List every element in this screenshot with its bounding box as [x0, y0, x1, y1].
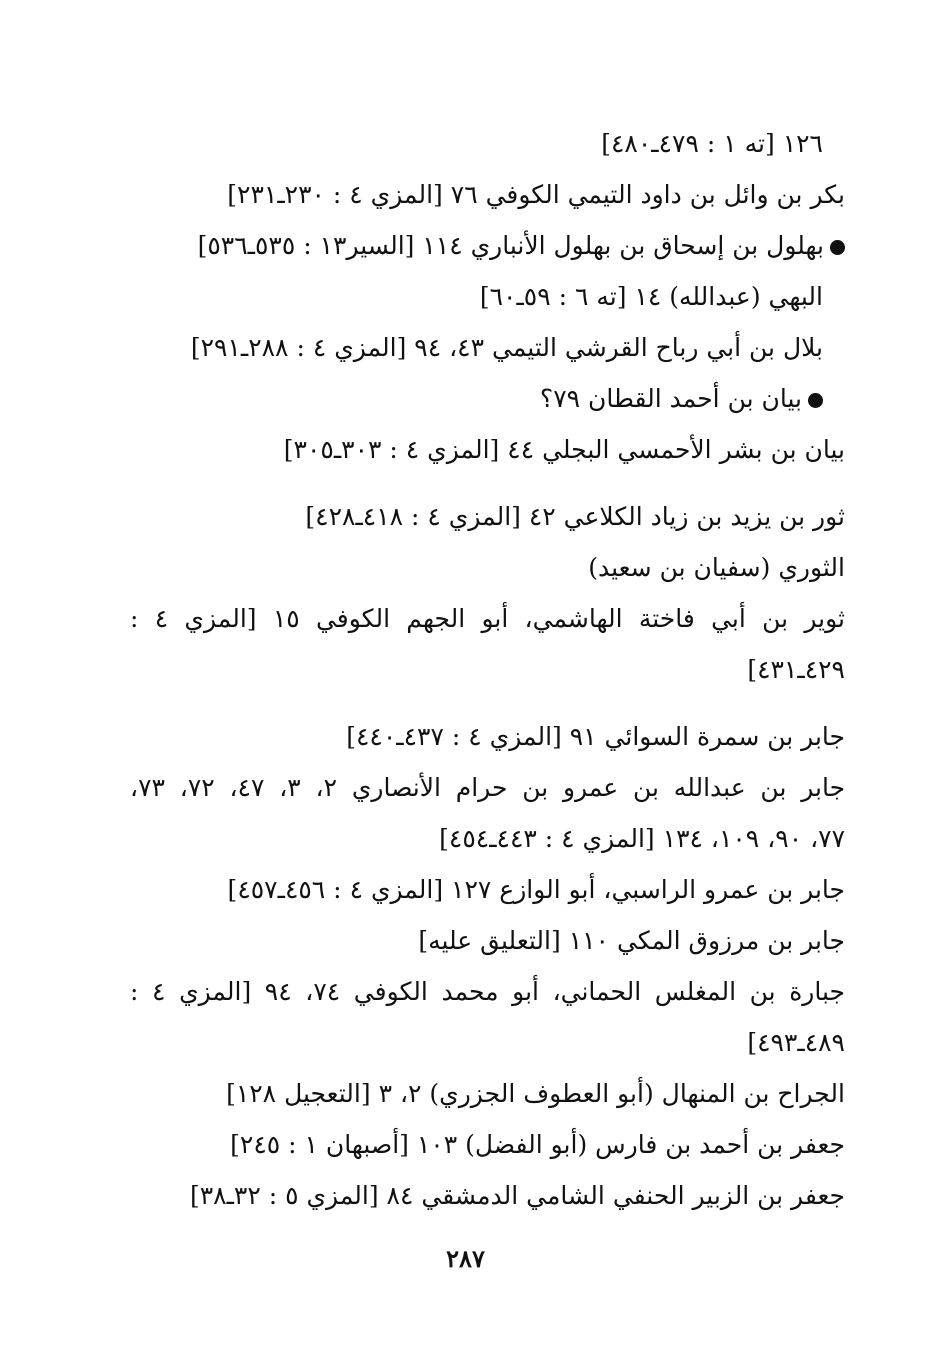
index-entry: بيان بن أحمد القطان ٧٩؟ [130, 373, 845, 424]
index-entry: جابر بن سمرة السوائي ٩١ [المزي ٤ : ٤٣٧ـ٤٤٠] [346, 722, 845, 751]
index-entry-continuation: ٤٨٩ـ٤٩٣] [747, 1028, 845, 1057]
bullet-icon [808, 393, 823, 408]
index-entry: بهلول بن إسحاق بن بهلول الأنباري ١١٤ [السير١٣ : ٥٣٥ـ٥٣٦] [130, 220, 845, 271]
index-entry: جابر بن عبدالله بن عمرو بن حرام الأنصاري ٢، ٣، ٤٧، ٧٢، ٧٣، [130, 773, 846, 802]
index-entry: جابر بن عمرو الراسبي، أبو الوازع ١٢٧ [المزي ٤ : ٤٥٦ـ٤٥٧] [227, 875, 845, 904]
index-entry: جبارة بن المغلس الحماني، أبو محمد الكوفي ٧٤، ٩٤ [المزي ٤ : [130, 977, 846, 1006]
index-entry: ثوير بن أبي فاختة الهاشمي، أبو الجهم الكوفي ١٥ [المزي ٤ : [130, 604, 845, 633]
index-entry: الثوري (سفيان بن سعيد) [588, 553, 845, 582]
index-entry: بلال بن أبي رباح القرشي التيمي ٤٣، ٩٤ [المزي ٤ : ٢٨٨ـ٢٩١] [190, 333, 823, 362]
page-number: ٢٨٧ [446, 1244, 485, 1273]
index-entry: الجراح بن المنهال (أبو العطوف الجزري) ٢، ٣ [التعجيل ١٢٨] [226, 1079, 845, 1108]
bullet-icon [830, 240, 845, 255]
index-entry: جعفر بن أحمد بن فارس (أبو الفضل) ١٠٣ [أصبهان ١ : ٢٤٥] [230, 1130, 845, 1159]
index-entry: ١٢٦ [ته ١ : ٤٧٩ـ٤٨٠] [601, 129, 823, 158]
index-entry-continuation: ٤٢٩ـ٤٣١] [747, 655, 845, 684]
index-entry: جعفر بن الزبير الحنفي الشامي الدمشقي ٨٤ [المزي ٥ : ٣٢ـ٣٨] [189, 1181, 845, 1210]
index-entry-continuation: ٧٧، ٩٠، ١٠٩، ١٣٤ [المزي ٤ : ٤٤٣ـ٤٥٤] [439, 824, 845, 853]
index-entries [130, 118, 845, 1221]
index-entry: ثور بن يزيد بن زياد الكلاعي ٤٢ [المزي ٤ : ٤١٨ـ٤٢٨] [305, 502, 845, 531]
index-entry: بكر بن وائل بن داود التيمي الكوفي ٧٦ [المزي ٤ : ٢٣٠ـ٢٣١] [227, 180, 845, 209]
index-entry: بيان بن بشر الأحمسي البجلي ٤٤ [المزي ٤ : ٣٠٣ـ٣٠٥] [283, 435, 845, 464]
index-entry: جابر بن مرزوق المكي ١١٠ [التعليق عليه] [418, 926, 845, 955]
index-entry: البهي (عبدالله) ١٤ [ته ٦ : ٥٩ـ٦٠] [479, 282, 823, 311]
